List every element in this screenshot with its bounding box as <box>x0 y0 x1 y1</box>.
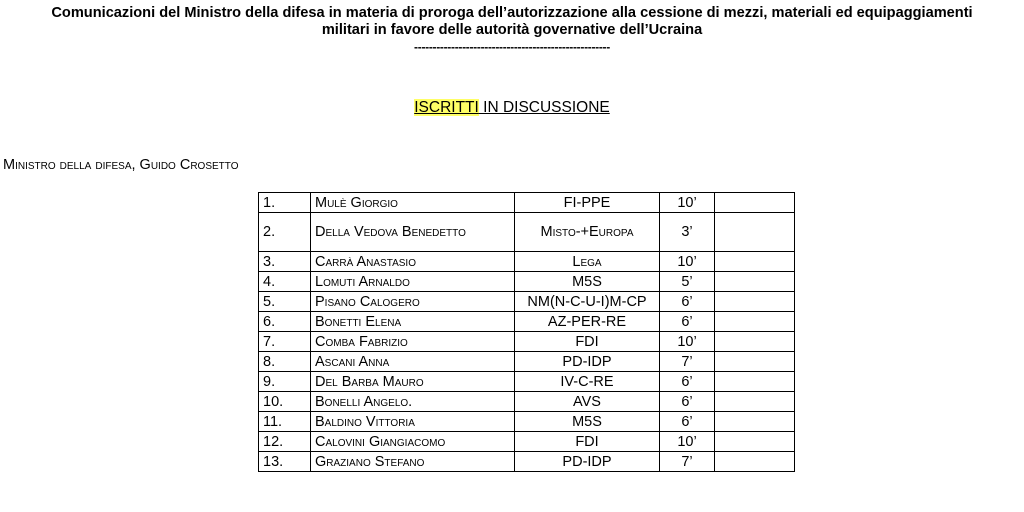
empty-cell <box>715 193 795 213</box>
row-number: 7. <box>259 332 311 352</box>
speaking-time: 6’ <box>660 292 715 312</box>
speaking-time: 6’ <box>660 372 715 392</box>
row-number: 1. <box>259 193 311 213</box>
speaker-name: Bonetti Elena <box>311 312 515 332</box>
table-row <box>259 452 795 472</box>
party-group: FDI <box>515 432 660 452</box>
table-row <box>259 193 795 213</box>
heading-rest: IN DISCUSSIONE <box>478 99 610 116</box>
row-number: 3. <box>259 252 311 272</box>
heading-highlighted-word: ISCRITTI <box>414 99 479 116</box>
section-heading <box>0 99 1024 117</box>
speaking-time: 6’ <box>660 412 715 432</box>
speaking-time: 6’ <box>660 392 715 412</box>
empty-cell <box>715 372 795 392</box>
speaker-name: Comba Fabrizio <box>311 332 515 352</box>
speaker-name: Bonelli Angelo. <box>311 392 515 412</box>
speakers-table-body <box>259 193 795 472</box>
row-number: 8. <box>259 352 311 372</box>
empty-cell <box>715 252 795 272</box>
speaker-name: Del Barba Mauro <box>311 372 515 392</box>
speaking-time: 7’ <box>660 452 715 472</box>
empty-cell <box>715 412 795 432</box>
speaker-name: Mulè Giorgio <box>311 193 515 213</box>
table-row <box>259 252 795 272</box>
table-row <box>259 392 795 412</box>
row-number: 5. <box>259 292 311 312</box>
row-number: 2. <box>259 213 311 252</box>
table-row <box>259 213 795 252</box>
table-row <box>259 292 795 312</box>
party-group: FI-PPE <box>515 193 660 213</box>
row-number: 11. <box>259 412 311 432</box>
speaker-name: Graziano Stefano <box>311 452 515 472</box>
table-row <box>259 272 795 292</box>
speaker-name: Lomuti Arnaldo <box>311 272 515 292</box>
empty-cell <box>715 332 795 352</box>
row-number: 6. <box>259 312 311 332</box>
speaking-time: 5’ <box>660 272 715 292</box>
speaking-time: 10’ <box>660 432 715 452</box>
table-row <box>259 432 795 452</box>
row-number: 12. <box>259 432 311 452</box>
party-group: FDI <box>515 332 660 352</box>
party-group: M5S <box>515 272 660 292</box>
title-line-2: militari in favore delle autorità governative dell’Ucraina <box>321 22 703 38</box>
separator-line: ----------------------------------------------------- <box>414 40 610 54</box>
speaker-name: Pisano Calogero <box>311 292 515 312</box>
row-number: 10. <box>259 392 311 412</box>
party-group: M5S <box>515 412 660 432</box>
speaking-time: 10’ <box>660 332 715 352</box>
speaking-time: 6’ <box>660 312 715 332</box>
speaker-name: Carrà Anastasio <box>311 252 515 272</box>
row-number: 9. <box>259 372 311 392</box>
party-group: Lega <box>515 252 660 272</box>
party-group: AZ-PER-RE <box>515 312 660 332</box>
party-group: PD-IDP <box>515 352 660 372</box>
table-row <box>259 312 795 332</box>
empty-cell <box>715 272 795 292</box>
table-row <box>259 352 795 372</box>
party-group: NM(N-C-U-I)M-CP <box>515 292 660 312</box>
empty-cell <box>715 312 795 332</box>
party-group: AVS <box>515 392 660 412</box>
empty-cell <box>715 432 795 452</box>
table-row <box>259 332 795 352</box>
empty-cell <box>715 292 795 312</box>
document-title <box>0 5 1024 39</box>
empty-cell <box>715 452 795 472</box>
party-group: IV-C-RE <box>515 372 660 392</box>
party-group: PD-IDP <box>515 452 660 472</box>
speaker-name: Baldino Vittoria <box>311 412 515 432</box>
speaking-time: 3’ <box>660 213 715 252</box>
row-number: 13. <box>259 452 311 472</box>
empty-cell <box>715 352 795 372</box>
party-group: Misto-+Europa <box>515 213 660 252</box>
speaking-time: 10’ <box>660 193 715 213</box>
speaker-name: Ascani Anna <box>311 352 515 372</box>
speaker-name: Della Vedova Benedetto <box>311 213 515 252</box>
row-number: 4. <box>259 272 311 292</box>
speaking-time: 10’ <box>660 252 715 272</box>
speakers-table <box>258 192 795 472</box>
table-row <box>259 372 795 392</box>
empty-cell <box>715 213 795 252</box>
empty-cell <box>715 392 795 412</box>
speaking-time: 7’ <box>660 352 715 372</box>
speaker-line: Ministro della difesa, Guido Crosetto <box>3 157 239 173</box>
table-row <box>259 412 795 432</box>
title-line-1: Comunicazioni del Ministro della difesa in materia di proroga dell’autorizzazione alla cessione di mezzi, materiali ed equipaggiamenti <box>51 5 973 21</box>
speaker-name: Calovini Giangiacomo <box>311 432 515 452</box>
